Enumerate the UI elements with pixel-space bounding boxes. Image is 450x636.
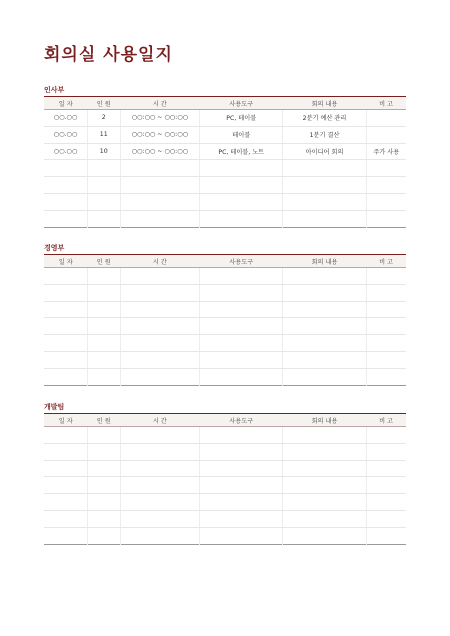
- cell-remarks[interactable]: [366, 318, 406, 335]
- cell-headcount[interactable]: [87, 477, 120, 494]
- cell-tools[interactable]: 테이블: [200, 126, 283, 143]
- cell-content[interactable]: 1분기 결산: [283, 126, 366, 143]
- section-development: [44, 401, 406, 545]
- cell-tools[interactable]: [200, 318, 283, 335]
- cell-headcount[interactable]: [87, 284, 120, 301]
- table-row: [44, 477, 406, 494]
- cell-date[interactable]: [44, 177, 87, 194]
- cell-tools[interactable]: [200, 477, 283, 494]
- cell-remarks[interactable]: [366, 494, 406, 511]
- cell-remarks[interactable]: [366, 193, 406, 210]
- column-header-time: 시 간: [120, 414, 200, 427]
- cell-time[interactable]: [120, 284, 200, 301]
- cell-time[interactable]: [120, 494, 200, 511]
- table-row: [44, 351, 406, 368]
- cell-headcount[interactable]: [87, 210, 120, 227]
- table-row: [44, 527, 406, 544]
- cell-date[interactable]: [44, 368, 87, 385]
- cell-tools[interactable]: PC, 테이블, 노트: [200, 143, 283, 160]
- cell-content[interactable]: [283, 427, 366, 444]
- table-row: [44, 110, 406, 127]
- cell-content[interactable]: [283, 443, 366, 460]
- cell-time[interactable]: [120, 368, 200, 385]
- cell-content[interactable]: [283, 177, 366, 194]
- cell-content[interactable]: [283, 268, 366, 285]
- cell-content[interactable]: [283, 510, 366, 527]
- cell-tools[interactable]: [200, 301, 283, 318]
- cell-time[interactable]: ○○:○○ ~ ○○:○○: [120, 110, 200, 127]
- cell-tools[interactable]: [200, 494, 283, 511]
- cell-time[interactable]: [120, 301, 200, 318]
- cell-time[interactable]: [120, 460, 200, 477]
- table-row: [44, 318, 406, 335]
- table-row: [44, 284, 406, 301]
- cell-time[interactable]: [120, 160, 200, 177]
- cell-time[interactable]: [120, 335, 200, 352]
- cell-time[interactable]: [120, 193, 200, 210]
- cell-headcount[interactable]: [87, 368, 120, 385]
- cell-headcount[interactable]: [87, 177, 120, 194]
- cell-tools[interactable]: [200, 427, 283, 444]
- column-header-content: 회의 내용: [283, 97, 366, 110]
- cell-tools[interactable]: [200, 193, 283, 210]
- cell-content[interactable]: [283, 527, 366, 544]
- cell-date[interactable]: [44, 210, 87, 227]
- cell-content[interactable]: [283, 318, 366, 335]
- table-header-row: [44, 255, 406, 268]
- usage-log-table: [44, 96, 406, 228]
- cell-tools[interactable]: [200, 368, 283, 385]
- column-header-content: 회의 내용: [283, 414, 366, 427]
- column-header-time: 시 간: [120, 97, 200, 110]
- column-header-headcount: 인 원: [87, 97, 120, 110]
- cell-headcount[interactable]: [87, 335, 120, 352]
- cell-headcount[interactable]: [87, 427, 120, 444]
- column-header-headcount: 인 원: [87, 414, 120, 427]
- table-row: [44, 335, 406, 352]
- cell-tools[interactable]: PC, 테이블: [200, 110, 283, 127]
- cell-date[interactable]: [44, 494, 87, 511]
- table-row: [44, 268, 406, 285]
- column-header-time: 시 간: [120, 255, 200, 268]
- usage-log-table: [44, 413, 406, 545]
- cell-remarks[interactable]: [366, 210, 406, 227]
- cell-remarks[interactable]: [366, 527, 406, 544]
- cell-date[interactable]: [44, 427, 87, 444]
- cell-tools[interactable]: [200, 460, 283, 477]
- cell-date[interactable]: [44, 335, 87, 352]
- cell-remarks[interactable]: [366, 460, 406, 477]
- cell-headcount[interactable]: [87, 351, 120, 368]
- cell-remarks[interactable]: 주가 사용: [366, 143, 406, 160]
- cell-content[interactable]: [283, 494, 366, 511]
- cell-headcount[interactable]: [87, 494, 120, 511]
- cell-headcount[interactable]: 2: [87, 110, 120, 127]
- column-header-remarks: 비 고: [366, 414, 406, 427]
- cell-date[interactable]: [44, 268, 87, 285]
- cell-date[interactable]: [44, 477, 87, 494]
- cell-remarks[interactable]: [366, 110, 406, 127]
- cell-tools[interactable]: [200, 284, 283, 301]
- section-hr: [44, 84, 406, 228]
- table-row: [44, 193, 406, 210]
- section-title: 인사부: [44, 86, 65, 94]
- table-header-row: [44, 414, 406, 427]
- cell-date[interactable]: [44, 460, 87, 477]
- cell-date[interactable]: ○○.○○: [44, 143, 87, 160]
- cell-remarks[interactable]: [366, 477, 406, 494]
- cell-content[interactable]: [283, 160, 366, 177]
- column-header-remarks: 비 고: [366, 255, 406, 268]
- table-row: [44, 301, 406, 318]
- cell-time[interactable]: [120, 477, 200, 494]
- cell-remarks[interactable]: [366, 443, 406, 460]
- cell-content[interactable]: [283, 284, 366, 301]
- cell-content[interactable]: [283, 335, 366, 352]
- cell-remarks[interactable]: [366, 510, 406, 527]
- cell-remarks[interactable]: [366, 126, 406, 143]
- cell-remarks[interactable]: [366, 177, 406, 194]
- cell-content[interactable]: 아이디어 회의: [283, 143, 366, 160]
- cell-headcount[interactable]: [87, 510, 120, 527]
- column-header-remarks: 비 고: [366, 97, 406, 110]
- table-row: [44, 510, 406, 527]
- column-header-date: 일 자: [44, 97, 87, 110]
- cell-headcount[interactable]: 10: [87, 143, 120, 160]
- table-row: [44, 443, 406, 460]
- usage-log-table: [44, 254, 406, 386]
- table-row: [44, 368, 406, 385]
- table-row: [44, 427, 406, 444]
- cell-date[interactable]: [44, 193, 87, 210]
- cell-remarks[interactable]: [366, 351, 406, 368]
- cell-time[interactable]: [120, 443, 200, 460]
- column-header-tools: 사용도구: [200, 97, 283, 110]
- cell-headcount[interactable]: [87, 301, 120, 318]
- table-row: [44, 160, 406, 177]
- cell-date[interactable]: [44, 527, 87, 544]
- cell-date[interactable]: ○○.○○: [44, 126, 87, 143]
- cell-time[interactable]: [120, 177, 200, 194]
- cell-tools[interactable]: [200, 443, 283, 460]
- cell-date[interactable]: [44, 443, 87, 460]
- cell-content[interactable]: [283, 301, 366, 318]
- cell-date[interactable]: [44, 284, 87, 301]
- cell-remarks[interactable]: [366, 335, 406, 352]
- cell-tools[interactable]: [200, 510, 283, 527]
- cell-time[interactable]: [120, 210, 200, 227]
- cell-headcount[interactable]: [87, 443, 120, 460]
- cell-time[interactable]: [120, 527, 200, 544]
- table-row: [44, 494, 406, 511]
- table-row: [44, 126, 406, 143]
- cell-remarks[interactable]: [366, 284, 406, 301]
- cell-remarks[interactable]: [366, 368, 406, 385]
- cell-content[interactable]: [283, 193, 366, 210]
- table-row: [44, 177, 406, 194]
- cell-content[interactable]: [283, 210, 366, 227]
- cell-content[interactable]: [283, 368, 366, 385]
- column-header-content: 회의 내용: [283, 255, 366, 268]
- cell-remarks[interactable]: [366, 268, 406, 285]
- cell-time[interactable]: [120, 318, 200, 335]
- cell-tools[interactable]: [200, 335, 283, 352]
- column-header-date: 일 자: [44, 255, 87, 268]
- cell-tools[interactable]: [200, 268, 283, 285]
- cell-tools[interactable]: [200, 160, 283, 177]
- table-row: [44, 460, 406, 477]
- cell-content[interactable]: [283, 477, 366, 494]
- cell-tools[interactable]: [200, 177, 283, 194]
- table-row: [44, 143, 406, 160]
- cell-content[interactable]: [283, 460, 366, 477]
- cell-headcount[interactable]: 11: [87, 126, 120, 143]
- cell-remarks[interactable]: [366, 301, 406, 318]
- cell-content[interactable]: 2분기 예산 관리: [283, 110, 366, 127]
- cell-time[interactable]: [120, 510, 200, 527]
- column-header-tools: 사용도구: [200, 414, 283, 427]
- section-title: 경영부: [44, 244, 65, 252]
- cell-remarks[interactable]: [366, 427, 406, 444]
- column-header-date: 일 자: [44, 414, 87, 427]
- cell-date[interactable]: [44, 160, 87, 177]
- cell-date[interactable]: [44, 351, 87, 368]
- cell-date[interactable]: ○○.○○: [44, 110, 87, 127]
- cell-tools[interactable]: [200, 210, 283, 227]
- section-management: [44, 242, 406, 386]
- cell-tools[interactable]: [200, 527, 283, 544]
- cell-remarks[interactable]: [366, 160, 406, 177]
- cell-headcount[interactable]: [87, 460, 120, 477]
- column-header-tools: 사용도구: [200, 255, 283, 268]
- cell-content[interactable]: [283, 351, 366, 368]
- table-row: [44, 210, 406, 227]
- cell-tools[interactable]: [200, 351, 283, 368]
- cell-headcount[interactable]: [87, 268, 120, 285]
- cell-headcount[interactable]: [87, 527, 120, 544]
- cell-date[interactable]: [44, 510, 87, 527]
- cell-time[interactable]: [120, 268, 200, 285]
- page-title: 회의실 사용일지: [44, 45, 173, 65]
- cell-headcount[interactable]: [87, 318, 120, 335]
- table-header-row: [44, 97, 406, 110]
- cell-time[interactable]: ○○:○○ ~ ○○:○○: [120, 126, 200, 143]
- cell-date[interactable]: [44, 318, 87, 335]
- cell-date[interactable]: [44, 301, 87, 318]
- column-header-headcount: 인 원: [87, 255, 120, 268]
- section-title: 개발팀: [44, 403, 65, 411]
- cell-time[interactable]: [120, 427, 200, 444]
- cell-time[interactable]: ○○:○○ ~ ○○:○○: [120, 143, 200, 160]
- cell-headcount[interactable]: [87, 193, 120, 210]
- cell-time[interactable]: [120, 351, 200, 368]
- cell-headcount[interactable]: [87, 160, 120, 177]
